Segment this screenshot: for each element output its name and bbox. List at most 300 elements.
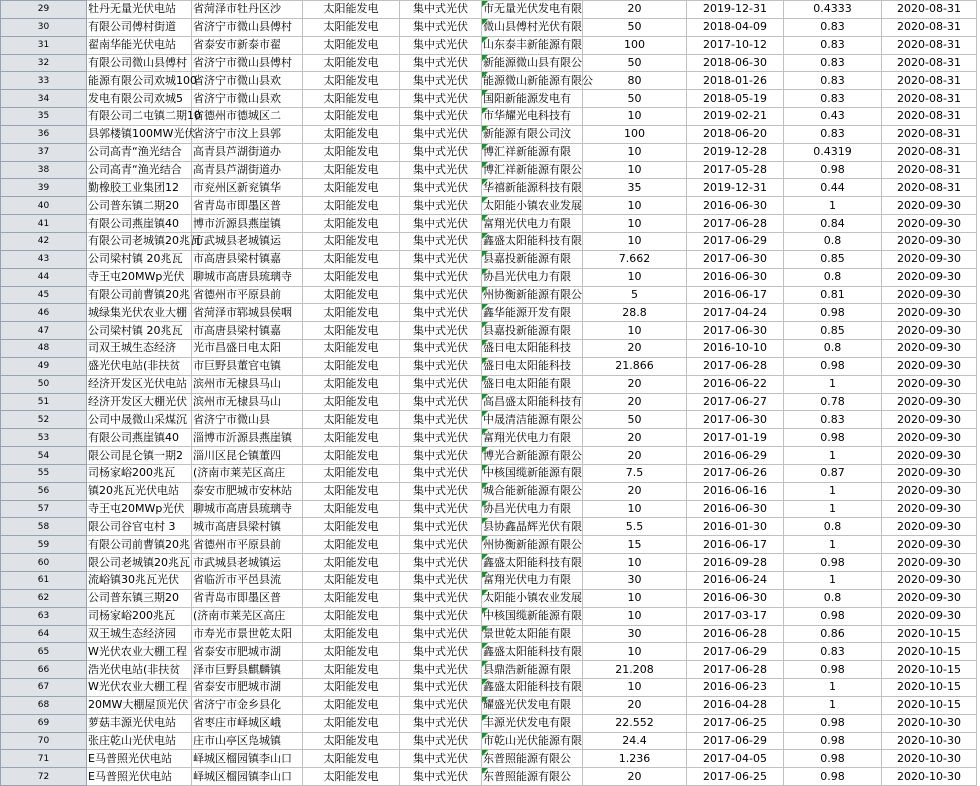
cell-ratio[interactable]: 0.8: [784, 232, 882, 250]
cell-ratio[interactable]: 0.98: [784, 714, 882, 732]
cell-end-date[interactable]: 2020-10-15: [882, 643, 977, 661]
cell-ratio[interactable]: 0.85: [784, 322, 882, 340]
cell-power-type[interactable]: 太阳能发电: [303, 268, 400, 286]
cell-category[interactable]: 集中式光伏: [400, 357, 482, 375]
cell-capacity[interactable]: 20: [583, 696, 687, 714]
cell-start-date[interactable]: 2017-06-30: [687, 250, 784, 268]
cell-owner[interactable]: 州协衡新能源有限公: [482, 536, 583, 554]
row-number[interactable]: 30: [1, 18, 87, 36]
cell-capacity[interactable]: 10: [583, 607, 687, 625]
cell-location[interactable]: 光市昌盛日电太阳: [192, 340, 303, 358]
cell-owner[interactable]: 协昌光伏电力有限: [482, 268, 583, 286]
cell-end-date[interactable]: 2020-09-30: [882, 464, 977, 482]
cell-owner[interactable]: 市无量光伏发电有限: [482, 1, 583, 19]
cell-power-type[interactable]: 太阳能发电: [303, 322, 400, 340]
cell-owner[interactable]: 国阳新能源发电有: [482, 90, 583, 108]
row-number[interactable]: 41: [1, 215, 87, 233]
cell-start-date[interactable]: 2016-06-29: [687, 447, 784, 465]
cell-end-date[interactable]: 2020-08-31: [882, 179, 977, 197]
cell-power-type[interactable]: 太阳能发电: [303, 447, 400, 465]
cell-start-date[interactable]: 2016-01-30: [687, 518, 784, 536]
cell-capacity[interactable]: 10: [583, 232, 687, 250]
cell-start-date[interactable]: 2018-05-19: [687, 90, 784, 108]
cell-category[interactable]: 集中式光伏: [400, 607, 482, 625]
cell-project-name[interactable]: 有限公司微山县傅村: [87, 54, 192, 72]
cell-start-date[interactable]: 2016-06-30: [687, 268, 784, 286]
row-number[interactable]: 58: [1, 518, 87, 536]
cell-start-date[interactable]: 2016-10-10: [687, 340, 784, 358]
cell-capacity[interactable]: 10: [583, 268, 687, 286]
row-number[interactable]: 44: [1, 268, 87, 286]
cell-capacity[interactable]: 5.5: [583, 518, 687, 536]
cell-start-date[interactable]: 2017-01-19: [687, 429, 784, 447]
cell-capacity[interactable]: 10: [583, 679, 687, 697]
cell-power-type[interactable]: 太阳能发电: [303, 72, 400, 90]
cell-location[interactable]: 市高唐县梁村镇嘉: [192, 322, 303, 340]
cell-category[interactable]: 集中式光伏: [400, 54, 482, 72]
cell-capacity[interactable]: 20: [583, 340, 687, 358]
cell-power-type[interactable]: 太阳能发电: [303, 750, 400, 768]
cell-location[interactable]: 市兖州区新兖镇华: [192, 179, 303, 197]
cell-ratio[interactable]: 0.85: [784, 250, 882, 268]
cell-category[interactable]: 集中式光伏: [400, 90, 482, 108]
cell-location[interactable]: 滨州市无棣县马山: [192, 393, 303, 411]
cell-power-type[interactable]: 太阳能发电: [303, 1, 400, 19]
cell-project-name[interactable]: 司杨家峪200兆瓦: [87, 464, 192, 482]
cell-capacity[interactable]: 30: [583, 625, 687, 643]
cell-project-name[interactable]: 浩光伏电站(非扶贫: [87, 661, 192, 679]
cell-category[interactable]: 集中式光伏: [400, 125, 482, 143]
cell-end-date[interactable]: 2020-09-30: [882, 250, 977, 268]
cell-category[interactable]: 集中式光伏: [400, 661, 482, 679]
cell-ratio[interactable]: 0.8: [784, 340, 882, 358]
cell-ratio[interactable]: 0.83: [784, 90, 882, 108]
row-number[interactable]: 47: [1, 322, 87, 340]
cell-location[interactable]: 省济宁市微山县欢: [192, 90, 303, 108]
cell-power-type[interactable]: 太阳能发电: [303, 696, 400, 714]
cell-end-date[interactable]: 2020-09-30: [882, 286, 977, 304]
cell-ratio[interactable]: 1: [784, 572, 882, 590]
cell-ratio[interactable]: 0.98: [784, 357, 882, 375]
row-number[interactable]: 37: [1, 143, 87, 161]
cell-start-date[interactable]: 2017-06-29: [687, 232, 784, 250]
cell-end-date[interactable]: 2020-10-30: [882, 714, 977, 732]
cell-end-date[interactable]: 2020-08-31: [882, 18, 977, 36]
cell-end-date[interactable]: 2020-09-30: [882, 589, 977, 607]
cell-start-date[interactable]: 2016-06-30: [687, 589, 784, 607]
cell-ratio[interactable]: 0.4319: [784, 143, 882, 161]
cell-owner[interactable]: 州协衡新能源有限公: [482, 286, 583, 304]
cell-start-date[interactable]: 2018-06-20: [687, 125, 784, 143]
cell-power-type[interactable]: 太阳能发电: [303, 143, 400, 161]
row-number[interactable]: 39: [1, 179, 87, 197]
cell-power-type[interactable]: 太阳能发电: [303, 661, 400, 679]
cell-power-type[interactable]: 太阳能发电: [303, 161, 400, 179]
cell-ratio[interactable]: 1: [784, 375, 882, 393]
cell-capacity[interactable]: 80: [583, 72, 687, 90]
cell-location[interactable]: 省菏泽市郓城县侯咽: [192, 304, 303, 322]
cell-project-name[interactable]: 限公司谷官屯村 3: [87, 518, 192, 536]
cell-capacity[interactable]: 50: [583, 90, 687, 108]
row-number[interactable]: 29: [1, 1, 87, 19]
cell-start-date[interactable]: 2017-06-28: [687, 357, 784, 375]
cell-project-name[interactable]: 限公司昆仑镇一期2: [87, 447, 192, 465]
cell-start-date[interactable]: 2016-06-30: [687, 500, 784, 518]
cell-category[interactable]: 集中式光伏: [400, 232, 482, 250]
cell-start-date[interactable]: 2019-12-31: [687, 179, 784, 197]
row-number[interactable]: 42: [1, 232, 87, 250]
cell-location[interactable]: 省济宁市金乡县化: [192, 696, 303, 714]
cell-location[interactable]: 省济宁市微山县傅村: [192, 18, 303, 36]
row-number[interactable]: 40: [1, 197, 87, 215]
row-number[interactable]: 55: [1, 464, 87, 482]
cell-ratio[interactable]: 0.83: [784, 36, 882, 54]
cell-project-name[interactable]: 公司梁村镇 20兆瓦: [87, 250, 192, 268]
cell-ratio[interactable]: 0.98: [784, 554, 882, 572]
cell-power-type[interactable]: 太阳能发电: [303, 536, 400, 554]
cell-ratio[interactable]: 1: [784, 536, 882, 554]
cell-project-name[interactable]: 张庄乾山光伏电站: [87, 732, 192, 750]
cell-category[interactable]: 集中式光伏: [400, 411, 482, 429]
row-number[interactable]: 34: [1, 90, 87, 108]
cell-capacity[interactable]: 21.208: [583, 661, 687, 679]
row-number[interactable]: 48: [1, 340, 87, 358]
cell-capacity[interactable]: 10: [583, 161, 687, 179]
cell-start-date[interactable]: 2016-06-17: [687, 286, 784, 304]
row-number[interactable]: 32: [1, 54, 87, 72]
cell-capacity[interactable]: 10: [583, 589, 687, 607]
row-number[interactable]: 61: [1, 572, 87, 590]
cell-category[interactable]: 集中式光伏: [400, 482, 482, 500]
row-number[interactable]: 71: [1, 750, 87, 768]
cell-category[interactable]: 集中式光伏: [400, 518, 482, 536]
row-number[interactable]: 72: [1, 768, 87, 786]
row-number[interactable]: 57: [1, 500, 87, 518]
cell-end-date[interactable]: 2020-09-30: [882, 304, 977, 322]
row-number[interactable]: 53: [1, 429, 87, 447]
cell-end-date[interactable]: 2020-09-30: [882, 554, 977, 572]
cell-start-date[interactable]: 2017-06-29: [687, 643, 784, 661]
cell-location[interactable]: 高青县芦湖街道办: [192, 161, 303, 179]
cell-owner[interactable]: 新能源微山县有限公: [482, 54, 583, 72]
cell-owner[interactable]: 中核国缆新能源有限: [482, 464, 583, 482]
cell-ratio[interactable]: 1: [784, 447, 882, 465]
cell-project-name[interactable]: 城绿集光伏农业大棚: [87, 304, 192, 322]
cell-owner[interactable]: 微山县傅村光伏有限: [482, 18, 583, 36]
cell-capacity[interactable]: 20: [583, 1, 687, 19]
cell-power-type[interactable]: 太阳能发电: [303, 393, 400, 411]
cell-ratio[interactable]: 0.84: [784, 215, 882, 233]
cell-end-date[interactable]: 2020-08-31: [882, 36, 977, 54]
cell-end-date[interactable]: 2020-09-30: [882, 500, 977, 518]
cell-owner[interactable]: 中核国缆新能源有限: [482, 607, 583, 625]
cell-capacity[interactable]: 20: [583, 482, 687, 500]
cell-capacity[interactable]: 24.4: [583, 732, 687, 750]
cell-location[interactable]: 市寿光市景世乾太阳: [192, 625, 303, 643]
cell-capacity[interactable]: 30: [583, 572, 687, 590]
cell-location[interactable]: 淄川区昆仑镇董四: [192, 447, 303, 465]
cell-end-date[interactable]: 2020-09-30: [882, 232, 977, 250]
cell-start-date[interactable]: 2016-06-22: [687, 375, 784, 393]
cell-owner[interactable]: 博汇祥新能源有限: [482, 143, 583, 161]
cell-start-date[interactable]: 2017-04-05: [687, 750, 784, 768]
cell-capacity[interactable]: 22.552: [583, 714, 687, 732]
cell-start-date[interactable]: 2018-06-30: [687, 54, 784, 72]
cell-start-date[interactable]: 2017-06-25: [687, 714, 784, 732]
cell-location[interactable]: 市高唐县梁村镇嘉: [192, 250, 303, 268]
cell-power-type[interactable]: 太阳能发电: [303, 518, 400, 536]
cell-end-date[interactable]: 2020-09-30: [882, 357, 977, 375]
cell-ratio[interactable]: 1: [784, 197, 882, 215]
cell-category[interactable]: 集中式光伏: [400, 161, 482, 179]
cell-ratio[interactable]: 0.4333: [784, 1, 882, 19]
cell-owner[interactable]: 富翔光伏电力有限: [482, 215, 583, 233]
cell-start-date[interactable]: 2018-01-26: [687, 72, 784, 90]
cell-owner[interactable]: 耀盛光伏发电有限: [482, 696, 583, 714]
cell-location[interactable]: 省临沂市平邑县流: [192, 572, 303, 590]
cell-category[interactable]: 集中式光伏: [400, 322, 482, 340]
cell-capacity[interactable]: 100: [583, 125, 687, 143]
cell-category[interactable]: 集中式光伏: [400, 36, 482, 54]
cell-location[interactable]: 聊城市高唐县琉璃寺: [192, 268, 303, 286]
cell-category[interactable]: 集中式光伏: [400, 1, 482, 19]
row-number[interactable]: 65: [1, 643, 87, 661]
cell-project-name[interactable]: 有限公司燕崖镇40: [87, 215, 192, 233]
cell-category[interactable]: 集中式光伏: [400, 625, 482, 643]
cell-end-date[interactable]: 2020-10-30: [882, 768, 977, 786]
cell-ratio[interactable]: 0.78: [784, 393, 882, 411]
cell-start-date[interactable]: 2016-06-30: [687, 197, 784, 215]
cell-category[interactable]: 集中式光伏: [400, 143, 482, 161]
cell-start-date[interactable]: 2018-04-09: [687, 18, 784, 36]
cell-capacity[interactable]: 35: [583, 179, 687, 197]
cell-end-date[interactable]: 2020-10-15: [882, 696, 977, 714]
cell-category[interactable]: 集中式光伏: [400, 732, 482, 750]
cell-start-date[interactable]: 2017-06-30: [687, 322, 784, 340]
cell-category[interactable]: 集中式光伏: [400, 464, 482, 482]
cell-project-name[interactable]: 20MW大棚屋顶光伏: [87, 696, 192, 714]
cell-power-type[interactable]: 太阳能发电: [303, 572, 400, 590]
cell-category[interactable]: 集中式光伏: [400, 179, 482, 197]
row-number[interactable]: 52: [1, 411, 87, 429]
cell-power-type[interactable]: 太阳能发电: [303, 197, 400, 215]
cell-owner[interactable]: 县鼎浩新能源有限: [482, 661, 583, 679]
cell-owner[interactable]: 高昌盛太阳能科技有: [482, 393, 583, 411]
cell-location[interactable]: 博市沂源县燕崖镇: [192, 215, 303, 233]
cell-category[interactable]: 集中式光伏: [400, 696, 482, 714]
cell-capacity[interactable]: 20: [583, 429, 687, 447]
cell-ratio[interactable]: 1: [784, 679, 882, 697]
cell-category[interactable]: 集中式光伏: [400, 304, 482, 322]
cell-location[interactable]: 市武城县老城镇运: [192, 554, 303, 572]
cell-category[interactable]: 集中式光伏: [400, 108, 482, 126]
cell-capacity[interactable]: 10: [583, 143, 687, 161]
cell-end-date[interactable]: 2020-08-31: [882, 143, 977, 161]
cell-category[interactable]: 集中式光伏: [400, 714, 482, 732]
cell-owner[interactable]: 盛日电太阳能科技: [482, 357, 583, 375]
cell-location[interactable]: (济南市莱芜区高庄: [192, 464, 303, 482]
cell-category[interactable]: 集中式光伏: [400, 572, 482, 590]
cell-start-date[interactable]: 2017-05-28: [687, 161, 784, 179]
cell-capacity[interactable]: 15: [583, 536, 687, 554]
cell-capacity[interactable]: 10: [583, 322, 687, 340]
cell-location[interactable]: 滨州市无棣县马山: [192, 375, 303, 393]
cell-end-date[interactable]: 2020-09-30: [882, 411, 977, 429]
cell-owner[interactable]: 景世乾太阳能有限: [482, 625, 583, 643]
cell-ratio[interactable]: 0.8: [784, 268, 882, 286]
cell-ratio[interactable]: 0.83: [784, 125, 882, 143]
cell-owner[interactable]: 新能源有限公司汶: [482, 125, 583, 143]
cell-project-name[interactable]: 有限公司前曹镇20兆: [87, 286, 192, 304]
cell-end-date[interactable]: 2020-10-15: [882, 661, 977, 679]
cell-category[interactable]: 集中式光伏: [400, 18, 482, 36]
cell-location[interactable]: 省济宁市微山县欢: [192, 72, 303, 90]
cell-power-type[interactable]: 太阳能发电: [303, 643, 400, 661]
cell-project-name[interactable]: 发电有限公司欢城5: [87, 90, 192, 108]
cell-location[interactable]: 淄博市沂源县燕崖镇: [192, 429, 303, 447]
row-number[interactable]: 63: [1, 607, 87, 625]
cell-end-date[interactable]: 2020-08-31: [882, 108, 977, 126]
cell-capacity[interactable]: 10: [583, 108, 687, 126]
cell-ratio[interactable]: 1: [784, 500, 882, 518]
row-number[interactable]: 46: [1, 304, 87, 322]
row-number[interactable]: 33: [1, 72, 87, 90]
cell-ratio[interactable]: 0.81: [784, 286, 882, 304]
cell-location[interactable]: 市巨野县董官屯镇: [192, 357, 303, 375]
cell-project-name[interactable]: 能源有限公司欢城100: [87, 72, 192, 90]
cell-owner[interactable]: 盛日电太阳能科技: [482, 340, 583, 358]
row-number[interactable]: 64: [1, 625, 87, 643]
cell-capacity[interactable]: 100: [583, 36, 687, 54]
cell-project-name[interactable]: 公司普东镇三期20: [87, 589, 192, 607]
cell-category[interactable]: 集中式光伏: [400, 250, 482, 268]
cell-capacity[interactable]: 1.236: [583, 750, 687, 768]
row-number[interactable]: 70: [1, 732, 87, 750]
cell-project-name[interactable]: 镇20兆瓦光伏电站: [87, 482, 192, 500]
row-number[interactable]: 60: [1, 554, 87, 572]
row-number[interactable]: 62: [1, 589, 87, 607]
cell-owner[interactable]: 富翔光伏电力有限: [482, 429, 583, 447]
cell-capacity[interactable]: 10: [583, 197, 687, 215]
cell-project-name[interactable]: 有限公司二屯镇二期10: [87, 108, 192, 126]
cell-owner[interactable]: 东普照能源有限公: [482, 768, 583, 786]
cell-project-name[interactable]: 流峪镇30兆瓦光伏: [87, 572, 192, 590]
row-number[interactable]: 38: [1, 161, 87, 179]
cell-owner[interactable]: 华禧新能源科技有限: [482, 179, 583, 197]
cell-project-name[interactable]: 限公司老城镇20兆瓦: [87, 554, 192, 572]
cell-project-name[interactable]: 双王城生态经济园: [87, 625, 192, 643]
cell-start-date[interactable]: 2017-04-24: [687, 304, 784, 322]
cell-end-date[interactable]: 2020-10-15: [882, 679, 977, 697]
cell-location[interactable]: (济南市莱芜区高庄: [192, 607, 303, 625]
cell-location[interactable]: 省泰安市肥城市湖: [192, 679, 303, 697]
cell-location[interactable]: 省菏泽市牡丹区沙: [192, 1, 303, 19]
cell-owner[interactable]: 市华耀光电科技有: [482, 108, 583, 126]
cell-ratio[interactable]: 0.43: [784, 108, 882, 126]
cell-project-name[interactable]: 司杨家峪200兆瓦: [87, 607, 192, 625]
cell-project-name[interactable]: 公司普东镇二期20: [87, 197, 192, 215]
cell-power-type[interactable]: 太阳能发电: [303, 500, 400, 518]
cell-start-date[interactable]: 2019-12-28: [687, 143, 784, 161]
cell-project-name[interactable]: E马普照光伏电站: [87, 750, 192, 768]
row-number[interactable]: 50: [1, 375, 87, 393]
cell-power-type[interactable]: 太阳能发电: [303, 732, 400, 750]
cell-location[interactable]: 峄城区榴园镇李山口: [192, 750, 303, 768]
cell-location[interactable]: 省泰安市新泰市翟: [192, 36, 303, 54]
cell-capacity[interactable]: 10: [583, 215, 687, 233]
cell-location[interactable]: 市武城县老城镇运: [192, 232, 303, 250]
cell-project-name[interactable]: 司双王城生态经济: [87, 340, 192, 358]
row-number[interactable]: 31: [1, 36, 87, 54]
cell-owner[interactable]: 富翔光伏电力有限: [482, 572, 583, 590]
cell-owner[interactable]: 东普照能源有限公: [482, 750, 583, 768]
cell-owner[interactable]: 县嘉投新能源有限: [482, 250, 583, 268]
cell-project-name[interactable]: 经济开发区光伏电站: [87, 375, 192, 393]
cell-end-date[interactable]: 2020-09-30: [882, 322, 977, 340]
cell-location[interactable]: 省德州市平原县前: [192, 286, 303, 304]
row-number[interactable]: 68: [1, 696, 87, 714]
cell-power-type[interactable]: 太阳能发电: [303, 179, 400, 197]
cell-power-type[interactable]: 太阳能发电: [303, 375, 400, 393]
cell-start-date[interactable]: 2016-06-23: [687, 679, 784, 697]
cell-category[interactable]: 集中式光伏: [400, 197, 482, 215]
cell-start-date[interactable]: 2017-03-17: [687, 607, 784, 625]
cell-capacity[interactable]: 50: [583, 411, 687, 429]
cell-end-date[interactable]: 2020-09-30: [882, 518, 977, 536]
cell-ratio[interactable]: 0.83: [784, 411, 882, 429]
cell-project-name[interactable]: 寺王屯20MWp光伏: [87, 500, 192, 518]
cell-owner[interactable]: 协昌光伏电力有限: [482, 500, 583, 518]
cell-start-date[interactable]: 2019-12-31: [687, 1, 784, 19]
cell-owner[interactable]: 县协鑫晶辉光伏有限: [482, 518, 583, 536]
cell-end-date[interactable]: 2020-08-31: [882, 161, 977, 179]
cell-end-date[interactable]: 2020-10-30: [882, 750, 977, 768]
cell-ratio[interactable]: 0.83: [784, 72, 882, 90]
cell-category[interactable]: 集中式光伏: [400, 429, 482, 447]
cell-ratio[interactable]: 0.98: [784, 429, 882, 447]
cell-category[interactable]: 集中式光伏: [400, 589, 482, 607]
row-number[interactable]: 36: [1, 125, 87, 143]
cell-category[interactable]: 集中式光伏: [400, 500, 482, 518]
cell-owner[interactable]: 山东泰丰新能源有限: [482, 36, 583, 54]
cell-capacity[interactable]: 7.5: [583, 464, 687, 482]
cell-ratio[interactable]: 0.83: [784, 54, 882, 72]
cell-capacity[interactable]: 10: [583, 643, 687, 661]
cell-start-date[interactable]: 2017-06-27: [687, 393, 784, 411]
cell-power-type[interactable]: 太阳能发电: [303, 482, 400, 500]
cell-start-date[interactable]: 2017-06-25: [687, 768, 784, 786]
cell-location[interactable]: 省青岛市即墨区普: [192, 197, 303, 215]
cell-end-date[interactable]: 2020-08-31: [882, 1, 977, 19]
row-number[interactable]: 49: [1, 357, 87, 375]
cell-ratio[interactable]: 0.83: [784, 18, 882, 36]
row-number[interactable]: 54: [1, 447, 87, 465]
cell-start-date[interactable]: 2016-09-28: [687, 554, 784, 572]
cell-category[interactable]: 集中式光伏: [400, 375, 482, 393]
cell-power-type[interactable]: 太阳能发电: [303, 429, 400, 447]
cell-ratio[interactable]: 0.98: [784, 607, 882, 625]
cell-category[interactable]: 集中式光伏: [400, 286, 482, 304]
cell-owner[interactable]: 博汇祥新能源有限公: [482, 161, 583, 179]
cell-owner[interactable]: 县嘉投新能源有限: [482, 322, 583, 340]
cell-end-date[interactable]: 2020-09-30: [882, 607, 977, 625]
cell-project-name[interactable]: 盛光伏电站(非扶贫: [87, 357, 192, 375]
row-number[interactable]: 56: [1, 482, 87, 500]
cell-project-name[interactable]: 经济开发区大棚光伏: [87, 393, 192, 411]
cell-category[interactable]: 集中式光伏: [400, 536, 482, 554]
cell-end-date[interactable]: 2020-09-30: [882, 572, 977, 590]
cell-project-name[interactable]: W光伏农业大棚工程: [87, 643, 192, 661]
